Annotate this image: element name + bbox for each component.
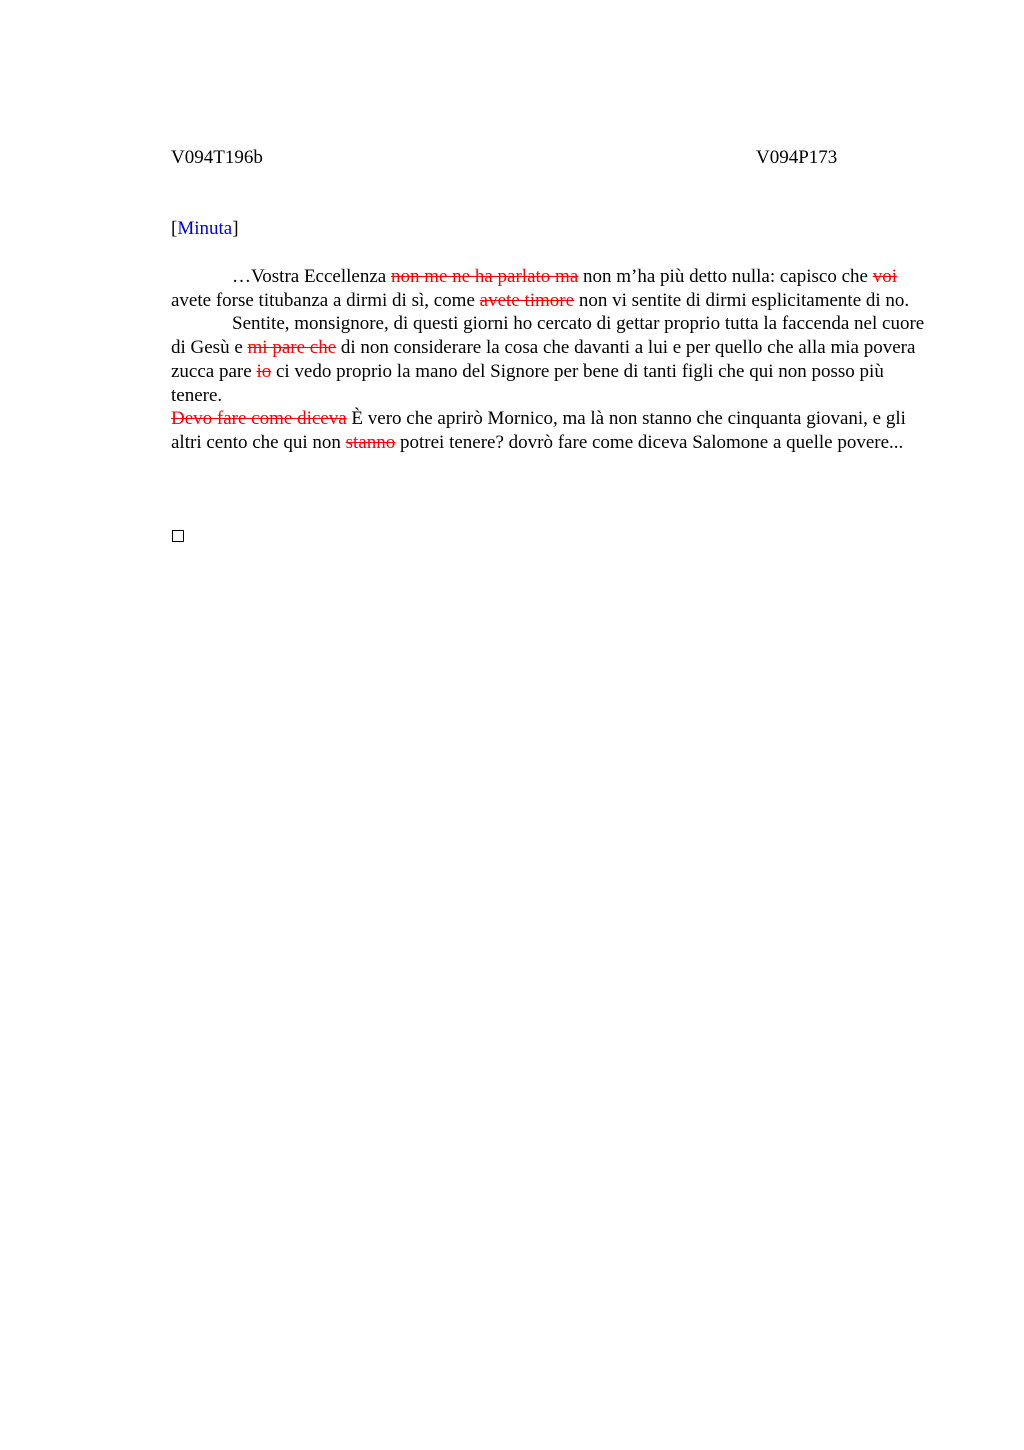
paragraph-3 <box>171 407 931 454</box>
p2-text-1: Sentite, monsignore, di questi giorni ho cercato di gettar proprio tutta la faccenda nel cuore di Gesù e <box>171 313 925 359</box>
paragraph-1 <box>171 265 931 312</box>
p3-deletion-2: stanno <box>345 431 396 453</box>
letter-body <box>171 265 931 455</box>
header-right-code: V094P173 <box>756 147 838 168</box>
p1-deletion-1: non me ne ha parlato ma <box>390 266 579 287</box>
p3-text-1: È vero che aprirò Mornico, ma là non stanno che cinquanta giovani, e gli altri cento che qui non <box>171 408 906 453</box>
label-open-bracket: [ <box>171 218 178 239</box>
label-minuta: Minuta <box>177 218 233 239</box>
header-left-code: V094T196b <box>171 147 263 168</box>
p2-text-2: di non considerare la cosa che davanti a lui e per quello che alla mia povera zucca pare <box>171 337 916 382</box>
label-close-bracket: ] <box>232 218 239 239</box>
p2-deletion-1: mi pare che <box>247 337 337 359</box>
p2-text-3: ci vedo proprio la mano del Signore per bene di tanti figli che qui non posso più tenere. <box>171 360 884 406</box>
p2-deletion-2: io <box>256 360 272 382</box>
p3-text-2: potrei tenere? dovrò fare come diceva Salomone a quelle povere... <box>395 431 904 453</box>
p1-text-2: non m’ha più detto nulla: capisco che <box>578 266 873 287</box>
p3-deletion-1: Devo fare come diceva <box>171 408 347 430</box>
p1-text-1: …Vostra Eccellenza <box>232 266 391 287</box>
end-square-icon <box>172 530 184 542</box>
section-label <box>171 217 239 241</box>
p1-text-3: avete forse titubanza a dirmi di sì, come <box>171 289 480 311</box>
paragraph-2 <box>171 312 931 407</box>
p1-deletion-2: voi <box>872 266 897 287</box>
p1-text-4: non vi sentite di dirmi esplicitamente di no. <box>574 289 910 311</box>
p1-deletion-3: avete timore <box>479 289 575 311</box>
